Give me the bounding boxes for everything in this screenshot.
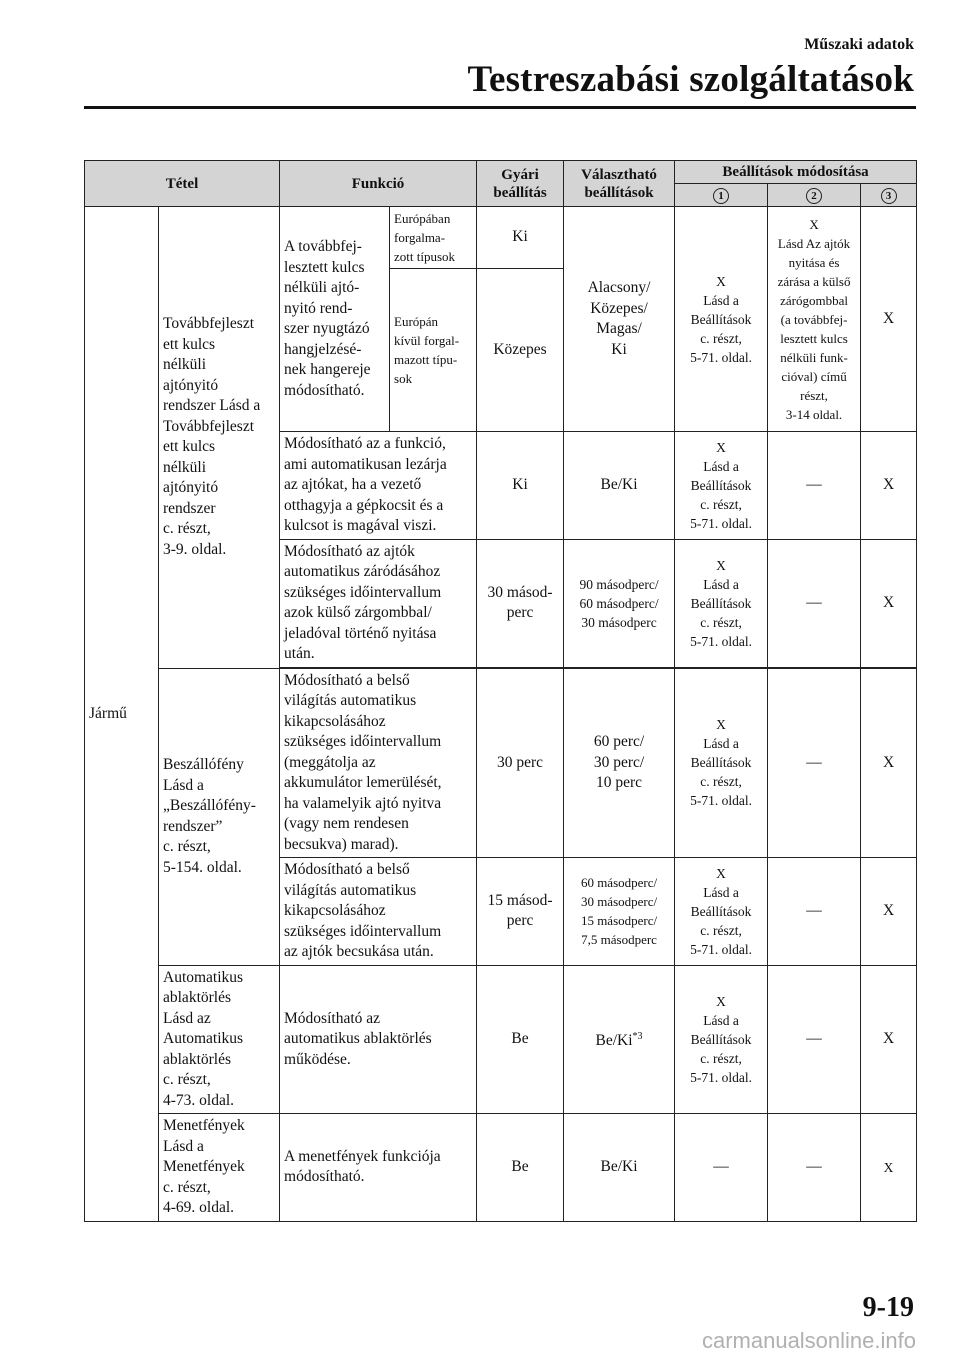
header-row <box>85 161 917 184</box>
row2-options: Be/Ki <box>564 432 675 540</box>
row1-options: Alacsony/ Közepes/ Magas/ Ki <box>564 207 675 432</box>
row1-method-2: X Lásd Az ajtók nyitása és zárása a külső zárógombbal (a továbbfej- lesztett kulcs nélküli funk- cióval) című részt, 3-14 oldal. <box>768 207 861 432</box>
row1-method-1: X Lásd a Beállítások c. részt, 5-71. oldal. <box>675 207 768 432</box>
row1-function: A továbbfej- lesztett kulcs nélküli ajtó- nyitó rend- szer nyugtázó hangjelzésé- nek hangereje módosítható. <box>280 207 390 432</box>
wiper-item-cell: Automatikus ablaktörlés Lásd az Automatikus ablaktörlés c. részt, 4-73. oldal. <box>159 965 280 1114</box>
row3-options: 90 másodperc/ 60 másodperc/ 30 másodperc <box>564 539 675 667</box>
row2-method-1: X Lásd a Beállítások c. részt, 5-71. oldal. <box>675 432 768 540</box>
row1-factory-non-eu: Közepes <box>477 269 564 432</box>
table-row <box>85 668 917 858</box>
row2-method-3: X <box>861 432 917 540</box>
row4-method-2: — <box>768 668 861 858</box>
row5-function: Módosítható a belső világítás automatikus kikapcsolásához szükséges időintervallum az ajtók becsukása után. <box>280 858 477 966</box>
page-title: Testreszabási szolgáltatások <box>467 59 914 100</box>
row7-method-2: — <box>768 1114 861 1222</box>
entry-item-cell: Beszállófény Lásd a „Beszállófény- rendszer” c. részt, 5-154. oldal. <box>159 668 280 965</box>
row6-options: Be/Ki <box>595 1032 633 1050</box>
row6-options-cell <box>564 965 675 1114</box>
row5-method-1: X Lásd a Beállítások c. részt, 5-71. oldal. <box>675 858 768 966</box>
row7-method-3: X <box>861 1114 917 1222</box>
row5-method-3: X <box>861 858 917 966</box>
row2-method-2: — <box>768 432 861 540</box>
row1-factory-eu: Ki <box>477 207 564 269</box>
row4-options: 60 perc/ 30 perc/ 10 perc <box>564 668 675 858</box>
region-non-eu: Európán kívül forgal- mazott típu- sok <box>390 269 477 432</box>
section-title: Műszaki adatok <box>804 36 914 53</box>
row7-options: Be/Ki <box>564 1114 675 1222</box>
watermark: carmanualsonline.info <box>701 1328 916 1353</box>
keyless-item-cell: Továbbfejleszt ett kulcs nélküli ajtónyitó rendszer Lásd a Továbbfejleszt ett kulcs nélküli ajtónyitó rendszer c. részt, 3-9. oldal. <box>159 207 280 669</box>
header-item: Tétel <box>85 161 280 207</box>
row6-factory: Be <box>477 965 564 1114</box>
daytime-lights-item-cell: Menetfények Lásd a Menetfények c. részt, 4-69. oldal. <box>159 1114 280 1222</box>
circled-number-3: 3 <box>881 188 897 204</box>
header-rule <box>84 106 916 109</box>
row7-factory: Be <box>477 1114 564 1222</box>
header-factory: Gyári beállítás <box>477 161 564 207</box>
row7-function: A menetfények funkciója módosítható. <box>280 1114 477 1222</box>
row6-function: Módosítható az automatikus ablaktörlés működése. <box>280 965 477 1114</box>
row1-method-3: X <box>861 207 917 432</box>
row3-method-3: X <box>861 539 917 667</box>
table-row <box>85 207 917 269</box>
header-method-1 <box>675 184 768 207</box>
vehicle-cell: Jármű <box>85 207 159 1222</box>
row6-method-3: X <box>861 965 917 1114</box>
header-options: Választható beállítások <box>564 161 675 207</box>
customization-table <box>84 160 917 1222</box>
row4-factory: 30 perc <box>477 668 564 858</box>
row2-factory: Ki <box>477 432 564 540</box>
row4-function: Módosítható a belső világítás automatikus kikapcsolásához szükséges időintervallum (meggátolja az akkumulátor lemerülését, ha valamelyik ajtó nyitva (vagy nem rendesen becsukva) marad). <box>280 668 477 858</box>
row3-factory: 30 másod- perc <box>477 539 564 667</box>
row5-method-2: — <box>768 858 861 966</box>
footnote-marker: *3 <box>632 1030 643 1042</box>
row6-method-1: X Lásd a Beállítások c. részt, 5-71. oldal. <box>675 965 768 1114</box>
circled-number-2: 2 <box>806 188 822 204</box>
header-function: Funkció <box>280 161 477 207</box>
page-number: 9-19 <box>862 1292 914 1323</box>
table-row <box>85 965 917 1114</box>
row6-method-2: — <box>768 965 861 1114</box>
row5-options: 60 másodperc/ 30 másodperc/ 15 másodperc/ 7,5 másodperc <box>564 858 675 966</box>
region-eu: Európában forgalma- zott típusok <box>390 207 477 269</box>
header-method-3 <box>861 184 917 207</box>
row5-factory: 15 másod- perc <box>477 858 564 966</box>
row7-method-1: — <box>675 1114 768 1222</box>
row2-function: Módosítható az a funkció, ami automatikusan lezárja az ajtókat, ha a vezető otthagyja a gépkocsit és a kulcsot is magával viszi. <box>280 432 477 540</box>
row3-function: Módosítható az ajtók automatikus záródásához szükséges időintervallum azok külső zárgombbal/ jeladóval történő nyitása után. <box>280 539 477 667</box>
header-method-2 <box>768 184 861 207</box>
row3-method-2: — <box>768 539 861 667</box>
circled-number-1: 1 <box>713 188 729 204</box>
row3-method-1: X Lásd a Beállítások c. részt, 5-71. oldal. <box>675 539 768 667</box>
row4-method-3: X <box>861 668 917 858</box>
header-change: Beállítások módosítása <box>675 161 917 184</box>
row4-method-1: X Lásd a Beállítások c. részt, 5-71. oldal. <box>675 668 768 858</box>
table-row <box>85 1114 917 1222</box>
